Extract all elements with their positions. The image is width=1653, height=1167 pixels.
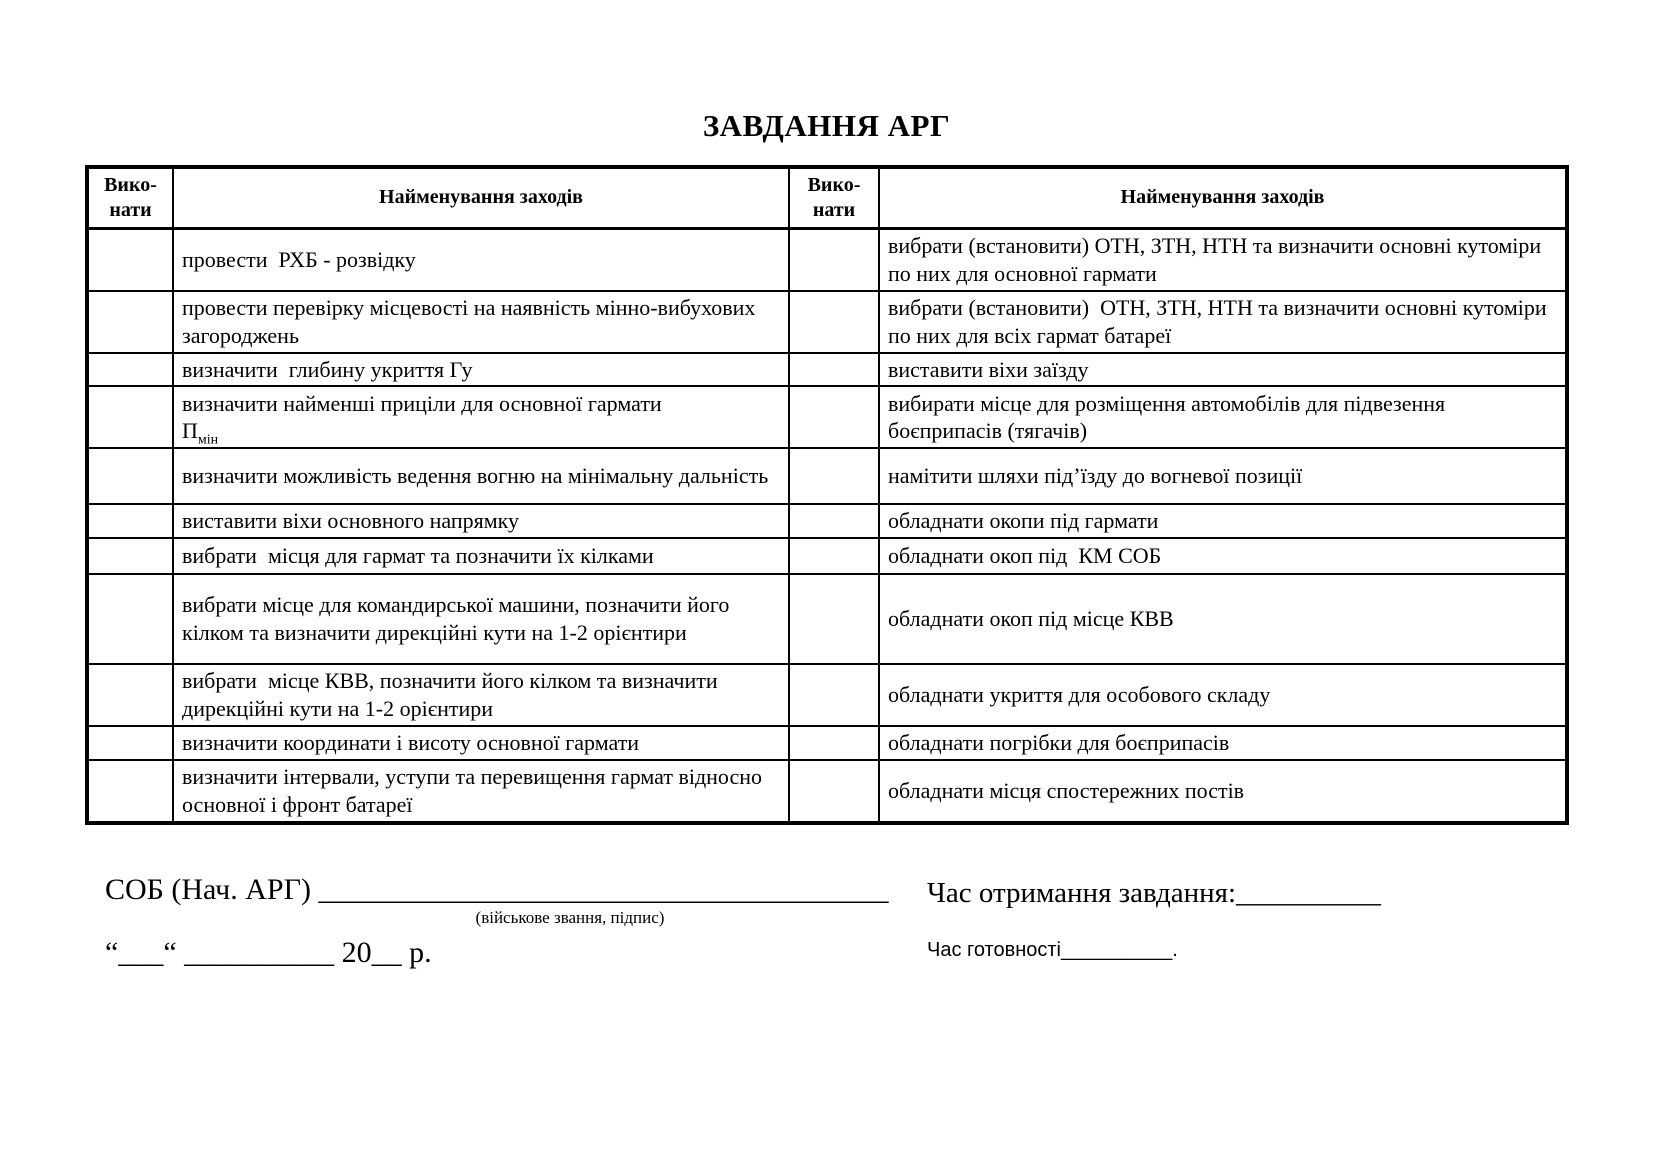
table-row [87,760,1567,823]
time-received-blank: __________ [1236,877,1382,910]
date-blank-line: “___“ __________ 20__ р. [105,936,432,970]
signature-blank-line: ______________________________________ [318,873,889,907]
measure-cell: обладнати погрібки для боєприпасів [879,726,1567,760]
table-row [87,228,1567,290]
measure-cell: виставити віхи заїзду [879,353,1567,387]
measure-cell: обладнати окопи під гармати [879,504,1567,538]
execute-cell [87,760,173,823]
time-ready-blank: __________. [1061,939,1178,962]
table-row [87,574,1567,664]
execute-cell [87,726,173,760]
signature-row [105,873,905,907]
execute-cell [87,504,173,538]
measure-cell: визначити можливість ведення вогню на мінімальну дальність [173,448,789,504]
measure-cell: намітити шляхи під’їзду до вогневої позиції [879,448,1567,504]
signature-block [105,873,905,970]
tasks-table [85,165,1569,825]
execute-cell [87,664,173,726]
time-block [927,873,1381,962]
measure-cell: визначити глибину укриття Гу [173,353,789,387]
measure-cell: вибрати місце КВВ, позначити його кілком та визначити дирекційні кути на 1-2 орієнтири [173,664,789,726]
measure-cell: вибирати місце для розміщення автомобілів для підвезення боєприпасів (тягачів) [879,386,1567,448]
measure-cell: визначити координати і висоту основної гармати [173,726,789,760]
header-row [87,167,1567,229]
table-row [87,291,1567,353]
table-row [87,538,1567,574]
execute-cell [789,386,879,448]
measure-cell: вибрати (встановити) ОТН, ЗТН, НТН та визначити основні кутоміри по них для основної гармати [879,228,1567,290]
measure-cell [173,386,789,448]
table-row [87,448,1567,504]
execute-cell [789,538,879,574]
sob-label: СОБ (Нач. АРГ) [105,873,319,907]
measure-cell: вибрати місця для гармат та позначити їх кілками [173,538,789,574]
measure-cell: вибрати місце для командирської машини, позначити його кілком та визначити дирекційні кути на 1-2 орієнтири [173,574,789,664]
measure-cell: обладнати окоп під КМ СОБ [879,538,1567,574]
execute-cell [87,448,173,504]
signature-caption: (військове звання, підпис) [475,908,665,928]
header-execute-right: Вико-нати [789,167,879,229]
measure-cell: виставити віхи основного напрямку [173,504,789,538]
table-row [87,664,1567,726]
time-ready-row [927,939,1381,962]
page-title: ЗАВДАННЯ АРГ [702,108,951,143]
time-ready-label: Час готовності [927,939,1062,962]
measure-cell: обладнати укриття для особового складу [879,664,1567,726]
execute-cell [789,664,879,726]
measure-cell: визначити інтервали, уступи та перевищення гармат відносно основної і фронт батареї [173,760,789,823]
table-row [87,504,1567,538]
execute-cell [87,291,173,353]
measure-cell: провести перевірку місцевості на наявність мінно-вибухових загороджень [173,291,789,353]
header-execute-left: Вико-нати [87,167,173,229]
measure-text: визначити найменші приціли для основної гармати [182,390,662,416]
measure-cell: провести РХБ - розвідку [173,228,789,290]
footer [105,873,1653,970]
measure-cell: обладнати місця спостережних постів [879,760,1567,823]
measure-cell: обладнати окоп під місце КВВ [879,574,1567,664]
execute-cell [87,353,173,387]
execute-cell [87,538,173,574]
header-measures-right: Найменування заходів [879,167,1567,229]
execute-cell [87,574,173,664]
execute-cell [789,760,879,823]
time-received-label: Час отримання завдання: [927,877,1237,910]
time-received-row [927,877,1381,910]
execute-cell [789,291,879,353]
table-header [87,167,1567,229]
execute-cell [87,228,173,290]
p-min-subscript: мін [197,432,219,448]
table-row [87,386,1567,448]
execute-cell [789,353,879,387]
execute-cell [789,574,879,664]
execute-cell [789,504,879,538]
execute-cell [87,386,173,448]
execute-cell [789,448,879,504]
measure-cell: вибрати (встановити) ОТН, ЗТН, НТН та визначити основні кутоміри по них для всіх гармат батареї [879,291,1567,353]
execute-cell [789,726,879,760]
execute-cell [789,228,879,290]
p-min-symbol: $П_{мін}$ [182,418,219,448]
header-measures-left: Найменування заходів [173,167,789,229]
table-row [87,726,1567,760]
table-row [87,353,1567,387]
